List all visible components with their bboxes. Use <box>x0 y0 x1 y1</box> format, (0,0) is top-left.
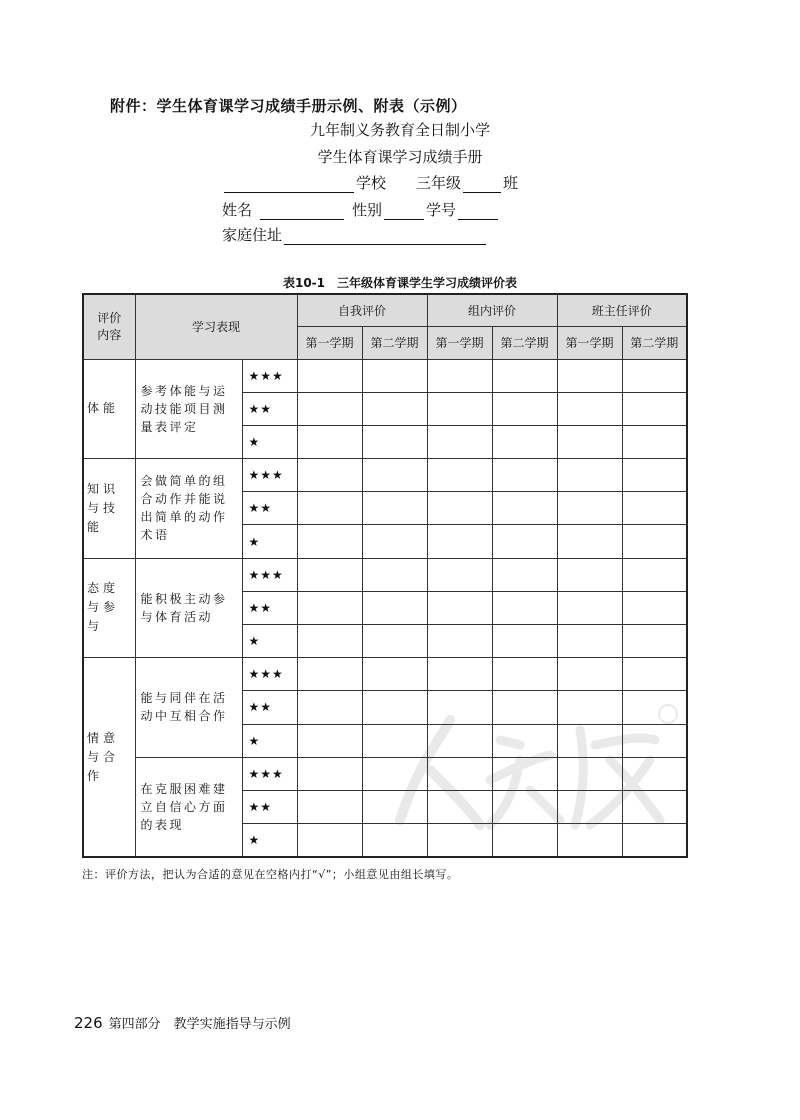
rating-three-stars: ★★★ <box>242 459 297 492</box>
grade-cell[interactable] <box>557 824 622 857</box>
rating-one-star: ★ <box>242 824 297 857</box>
grade-cell[interactable] <box>492 658 557 691</box>
header-term: 第一学期 <box>297 326 362 359</box>
grade-cell[interactable] <box>427 359 492 392</box>
address-line <box>222 224 488 245</box>
name-label: 姓名 <box>222 201 253 219</box>
grade-cell[interactable] <box>297 824 362 857</box>
grade-cell[interactable] <box>427 392 492 425</box>
category-physical: 体能 <box>83 359 135 459</box>
attachment-title: 附件：学生体育课学习成绩手册示例、附表（示例） <box>110 97 467 115</box>
name-line <box>222 199 500 220</box>
performance-desc: 在克服困难建立自信心方面的表现 <box>135 757 242 857</box>
rating-three-stars: ★★★ <box>242 757 297 790</box>
grade-cell[interactable] <box>297 691 362 724</box>
grade-cell[interactable] <box>622 492 687 525</box>
student-no-label: 学号 <box>426 201 457 219</box>
category-emotion-cooperation: 情意与合作 <box>83 658 135 857</box>
grade-cell[interactable] <box>427 824 492 857</box>
grade-cell[interactable] <box>622 459 687 492</box>
grade-label: 三年级 <box>416 174 462 192</box>
grade-cell[interactable] <box>297 625 362 658</box>
grade-cell[interactable] <box>427 724 492 757</box>
grade-cell[interactable] <box>297 425 362 458</box>
rating-one-star: ★ <box>242 724 297 757</box>
grade-cell[interactable] <box>362 658 427 691</box>
grade-cell[interactable] <box>557 425 622 458</box>
grade-cell[interactable] <box>622 691 687 724</box>
grade-cell[interactable] <box>362 425 427 458</box>
rating-two-stars: ★★ <box>242 591 297 624</box>
header-eval-content: 评价 内容 <box>83 294 135 359</box>
performance-desc: 能积极主动参与体育活动 <box>135 558 242 658</box>
grade-cell[interactable] <box>622 824 687 857</box>
category-attitude-participation: 态度与参与 <box>83 558 135 658</box>
table-row <box>83 558 687 591</box>
rating-two-stars: ★★ <box>242 691 297 724</box>
gender-blank[interactable] <box>384 203 424 220</box>
grade-cell[interactable] <box>427 790 492 823</box>
header-term: 第一学期 <box>427 326 492 359</box>
grade-cell[interactable] <box>492 492 557 525</box>
grade-cell[interactable] <box>297 392 362 425</box>
grade-cell[interactable] <box>297 658 362 691</box>
table-row <box>83 658 687 691</box>
header-term: 第二学期 <box>362 326 427 359</box>
grade-cell[interactable] <box>622 558 687 591</box>
grade-cell[interactable] <box>622 591 687 624</box>
grade-cell[interactable] <box>557 757 622 790</box>
grade-cell[interactable] <box>492 625 557 658</box>
table-note: 注：评价方法，把认为合适的意见在空格内打“√”；小组意见由组长填写。 <box>82 868 459 881</box>
grade-cell[interactable] <box>362 392 427 425</box>
class-blank[interactable] <box>463 176 501 193</box>
grade-cell[interactable] <box>557 558 622 591</box>
grade-cell[interactable] <box>297 459 362 492</box>
grade-cell[interactable] <box>492 359 557 392</box>
grade-cell[interactable] <box>427 625 492 658</box>
rating-one-star: ★ <box>242 625 297 658</box>
grade-cell[interactable] <box>622 724 687 757</box>
grade-cell[interactable] <box>297 492 362 525</box>
grade-cell[interactable] <box>622 658 687 691</box>
header-self-eval: 自我评价 <box>297 294 427 326</box>
grade-cell[interactable] <box>622 392 687 425</box>
grade-cell[interactable] <box>427 691 492 724</box>
header-term: 第二学期 <box>622 326 687 359</box>
grade-cell[interactable] <box>427 459 492 492</box>
grade-cell[interactable] <box>362 824 427 857</box>
grade-cell[interactable] <box>427 757 492 790</box>
evaluation-table <box>82 293 688 858</box>
page-number: 226 <box>74 1014 103 1032</box>
grade-cell[interactable] <box>492 459 557 492</box>
grade-cell[interactable] <box>492 757 557 790</box>
grade-cell[interactable] <box>557 691 622 724</box>
grade-cell[interactable] <box>427 525 492 558</box>
grade-cell[interactable] <box>492 392 557 425</box>
performance-desc: 会做简单的组合动作并能说出简单的动作术语 <box>135 459 242 559</box>
grade-cell[interactable] <box>427 658 492 691</box>
handbook-title: 学生体育课学习成绩手册 <box>317 148 483 166</box>
grade-cell[interactable] <box>362 459 427 492</box>
address-blank[interactable] <box>284 228 486 245</box>
rating-two-stars: ★★ <box>242 392 297 425</box>
gender-label: 性别 <box>352 201 383 219</box>
grade-cell[interactable] <box>297 359 362 392</box>
student-no-blank[interactable] <box>458 203 498 220</box>
school-class-line <box>222 172 518 193</box>
school-blank[interactable] <box>224 176 354 193</box>
grade-cell[interactable] <box>557 724 622 757</box>
grade-cell[interactable] <box>362 790 427 823</box>
grade-cell[interactable] <box>557 790 622 823</box>
grade-cell[interactable] <box>492 691 557 724</box>
grade-cell[interactable] <box>427 591 492 624</box>
grade-cell[interactable] <box>557 459 622 492</box>
grade-cell[interactable] <box>427 425 492 458</box>
page-footer <box>74 1013 291 1032</box>
performance-desc: 参考体能与运动技能项目测量表评定 <box>135 359 242 459</box>
grade-cell[interactable] <box>622 757 687 790</box>
name-blank[interactable] <box>260 203 344 220</box>
grade-cell[interactable] <box>297 558 362 591</box>
performance-desc: 能与同伴在活动中互相合作 <box>135 658 242 758</box>
grade-cell[interactable] <box>622 525 687 558</box>
rating-two-stars: ★★ <box>242 492 297 525</box>
grade-cell[interactable] <box>622 359 687 392</box>
grade-cell[interactable] <box>297 591 362 624</box>
table-row <box>83 359 687 392</box>
grade-cell[interactable] <box>492 824 557 857</box>
school-label: 学校 <box>356 174 387 192</box>
grade-cell[interactable] <box>492 790 557 823</box>
grade-cell[interactable] <box>362 558 427 591</box>
table-row <box>83 757 687 790</box>
header-teacher-eval: 班主任评价 <box>557 294 687 326</box>
class-label: 班 <box>503 174 519 192</box>
grade-cell[interactable] <box>557 359 622 392</box>
handbook-subtitle: 九年制义务教育全日制小学 <box>309 121 490 139</box>
grade-cell[interactable] <box>297 757 362 790</box>
grade-cell[interactable] <box>557 625 622 658</box>
grade-cell[interactable] <box>622 790 687 823</box>
grade-cell[interactable] <box>557 658 622 691</box>
grade-cell[interactable] <box>622 625 687 658</box>
grade-cell[interactable] <box>362 691 427 724</box>
grade-cell[interactable] <box>362 359 427 392</box>
category-knowledge-skills: 知识与技能 <box>83 459 135 559</box>
rating-three-stars: ★★★ <box>242 558 297 591</box>
grade-cell[interactable] <box>492 591 557 624</box>
address-label: 家庭住址 <box>222 226 283 244</box>
grade-cell[interactable] <box>362 525 427 558</box>
grade-cell[interactable] <box>492 724 557 757</box>
rating-three-stars: ★★★ <box>242 359 297 392</box>
grade-cell[interactable] <box>297 525 362 558</box>
grade-cell[interactable] <box>362 757 427 790</box>
grade-cell[interactable] <box>362 625 427 658</box>
rating-one-star: ★ <box>242 525 297 558</box>
table-row <box>83 459 687 492</box>
grade-cell[interactable] <box>297 724 362 757</box>
grade-cell[interactable] <box>492 558 557 591</box>
grade-cell[interactable] <box>362 591 427 624</box>
grade-cell[interactable] <box>557 392 622 425</box>
part-title: 第四部分 教学实施指导与示例 <box>108 1017 291 1032</box>
grade-cell[interactable] <box>297 790 362 823</box>
grade-cell[interactable] <box>557 492 622 525</box>
grade-cell[interactable] <box>427 558 492 591</box>
header-performance: 学习表现 <box>135 294 297 359</box>
grade-cell[interactable] <box>362 724 427 757</box>
grade-cell[interactable] <box>622 425 687 458</box>
grade-cell[interactable] <box>427 492 492 525</box>
grade-cell[interactable] <box>492 425 557 458</box>
table-caption: 表10-1 三年级体育课学生学习成绩评价表 <box>282 276 518 290</box>
grade-cell[interactable] <box>492 525 557 558</box>
rating-two-stars: ★★ <box>242 790 297 823</box>
grade-cell[interactable] <box>557 591 622 624</box>
rating-three-stars: ★★★ <box>242 658 297 691</box>
header-group-eval: 组内评价 <box>427 294 557 326</box>
grade-cell[interactable] <box>557 525 622 558</box>
header-term: 第二学期 <box>492 326 557 359</box>
rating-one-star: ★ <box>242 425 297 458</box>
header-term: 第一学期 <box>557 326 622 359</box>
grade-cell[interactable] <box>362 492 427 525</box>
